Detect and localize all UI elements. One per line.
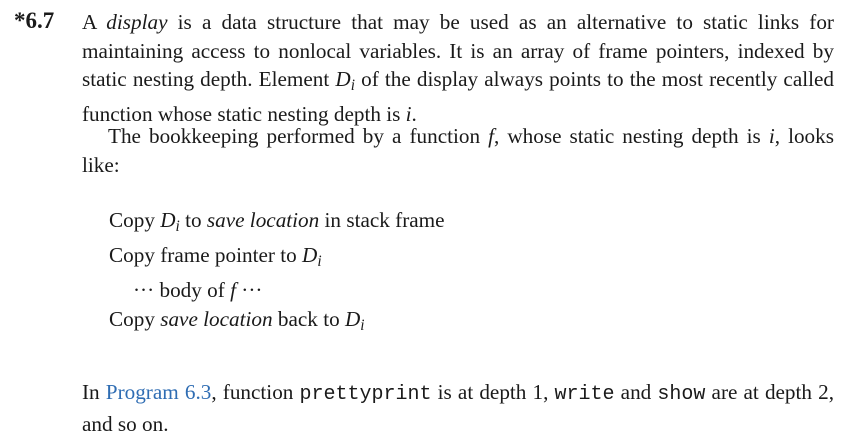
text: Copy xyxy=(109,208,161,232)
text: and xyxy=(614,380,658,404)
text: . xyxy=(411,102,417,127)
text: The bookkeeping performed by a function xyxy=(108,124,489,148)
program-6-3-link[interactable]: Program 6.3 xyxy=(105,380,212,404)
text: Copy xyxy=(109,306,161,331)
ellipsis: ··· xyxy=(235,277,263,302)
term-display: display xyxy=(106,10,168,34)
text: , looks like: xyxy=(82,124,834,177)
text: A xyxy=(82,10,107,34)
math-i: i xyxy=(768,124,775,148)
ellipsis: ··· xyxy=(133,277,160,302)
text: In xyxy=(82,380,106,404)
exercise-number: *6.7 xyxy=(14,8,55,33)
text: is a data structure that may be used as an alternative to static links for maintaining access to nonlocal variables. It is an array of frame pointers, indexed by static nesting depth. Element xyxy=(82,10,834,91)
text: of the display always points to the most recently called function whose static nesting depth is xyxy=(82,67,835,127)
term-save-location: save location xyxy=(206,208,320,232)
math-subscript-i: i xyxy=(317,252,322,270)
exercise-paragraph-3 xyxy=(82,378,834,438)
math-subscript-i: i xyxy=(175,217,180,235)
term-save-location: save location xyxy=(160,306,273,331)
text: are at depth 2, and so on. xyxy=(82,380,835,436)
text: , whose static nesting depth is xyxy=(494,124,769,148)
math-i: i xyxy=(405,102,412,127)
math-f: f xyxy=(488,124,494,148)
pseudocode-line-4 xyxy=(109,305,445,340)
math-D: D xyxy=(344,306,361,331)
code-prettyprint: prettyprint xyxy=(299,383,432,406)
pseudocode-line-2 xyxy=(109,241,445,276)
text: is at depth 1, xyxy=(431,380,555,404)
text: Copy frame pointer to xyxy=(109,242,302,267)
math-D: D xyxy=(160,208,176,232)
math-D: D xyxy=(335,67,351,91)
exercise-paragraph-2 xyxy=(82,122,834,179)
text: to xyxy=(179,208,207,232)
pseudocode-line-3 xyxy=(109,276,445,305)
text: body of xyxy=(159,277,231,302)
math-D: D xyxy=(302,242,318,267)
code-write: write xyxy=(554,383,615,406)
pseudocode-block xyxy=(109,206,445,339)
text: , function xyxy=(211,380,300,404)
math-subscript-i: i xyxy=(360,316,365,334)
text: back to xyxy=(272,306,345,331)
text: in stack frame xyxy=(319,208,445,232)
exercise-paragraph-1 xyxy=(82,8,834,129)
pseudocode-line-1 xyxy=(109,206,445,241)
code-show: show xyxy=(657,383,706,406)
math-subscript-i: i xyxy=(350,76,355,94)
math-f: f xyxy=(230,277,236,302)
